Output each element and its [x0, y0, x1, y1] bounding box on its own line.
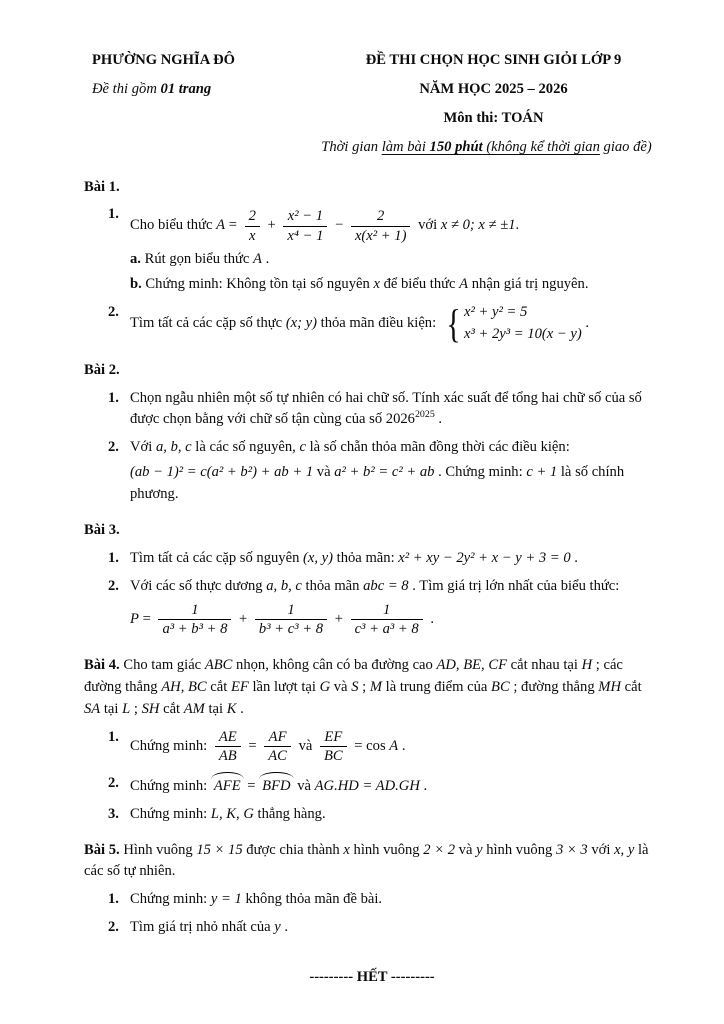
header-left [84, 50, 327, 159]
text-run: và [313, 464, 335, 481]
text-run: Với [130, 439, 156, 456]
fraction-denominator: x [249, 227, 256, 244]
text-run: K [226, 701, 237, 718]
text-run: là số chính phương. [130, 464, 625, 503]
fraction-numerator: EF [320, 729, 347, 747]
text-run: Chọn ngẫu nhiên một số tự nhiên có hai chữ số. Tính xác suất để tổng hai chữ số của số được chọn bằng với chữ số tận cùng của số 2026 [130, 389, 642, 428]
fraction-numerator: 2 [245, 208, 260, 226]
text-run: = [243, 777, 260, 794]
text-run: Thời gian [321, 138, 382, 155]
bai-5-item-2 [84, 917, 660, 939]
text-run: M [369, 679, 383, 696]
fraction-denominator: AC [268, 748, 287, 765]
text-run: = [244, 738, 261, 755]
text-run: là trung điểm của [382, 679, 492, 696]
fraction-denominator: a³ + b³ + 8 [162, 621, 228, 638]
text-run: nhọn, không cân có ba đường cao [232, 657, 437, 674]
text-run: . [398, 738, 406, 755]
text-run: S [351, 679, 359, 696]
bai-5-item-1 [84, 889, 660, 911]
text-run: G [319, 679, 331, 696]
text-run: là các số tự nhiên. [84, 841, 649, 880]
text-run: abc = 8 [363, 577, 409, 594]
text-run: Bài 4. [84, 657, 120, 674]
item-number: 2. [108, 303, 119, 320]
system-equation: x³ + 2y³ = 10(x − y) [464, 325, 582, 342]
bai-3-item-2-formula [130, 600, 660, 640]
fraction [351, 208, 411, 244]
bai-4-item-1-body [130, 727, 660, 767]
fraction [158, 602, 231, 638]
text-run: là số chẵn thỏa mãn đồng thời các điều kiện: [305, 439, 570, 456]
bai-4-item-2 [84, 773, 660, 798]
text-run: lần lượt tại [248, 679, 320, 696]
text-run: ABC [204, 657, 233, 674]
fraction-numerator: x² − 1 [283, 208, 327, 226]
text-run: Chứng minh: Không tồn tại số nguyên [141, 276, 374, 293]
text-run: với [587, 841, 615, 858]
text-run: A [389, 738, 399, 755]
bai-1-item-1a [130, 249, 660, 271]
fraction-numerator: 1 [255, 602, 327, 620]
text-run: Đề thi gồm [92, 80, 161, 97]
text-run: b. [130, 276, 142, 293]
text-run: A [459, 276, 469, 293]
bai-1-item-1b [130, 274, 660, 296]
text-run: cắt [159, 701, 184, 718]
text-run: BC [491, 679, 510, 696]
text-run: cắt [620, 679, 642, 696]
bai-2-item-2-condition [130, 462, 660, 506]
fraction [283, 208, 327, 244]
text-run: = cos [350, 738, 390, 755]
bai-3-item-2-body [130, 576, 660, 642]
text-run: 3 × 3 [555, 841, 588, 858]
text-run: Chứng minh: [130, 891, 211, 908]
section-bai-2 [84, 360, 660, 506]
section-bai-5 [84, 840, 660, 940]
bai-4-item-3 [84, 804, 660, 826]
text-run: 150 phút [429, 138, 483, 155]
header [84, 50, 660, 159]
text-run: x² + xy − 2y² + x − y + 3 = 0 [398, 549, 571, 566]
fraction [255, 602, 327, 638]
bai-1-item-2-body [130, 302, 660, 346]
system-rows [464, 302, 582, 346]
text-run: + [263, 217, 280, 234]
bai-3-item-1 [84, 548, 660, 570]
text-run: = [225, 217, 241, 234]
bai-1-item-2 [84, 302, 660, 346]
text-run: cắt [206, 679, 231, 696]
text-run: ; [130, 701, 142, 718]
text-run: ; đường thẳng [509, 679, 599, 696]
fraction-numerator: AF [264, 729, 291, 747]
text-run: + [331, 610, 347, 627]
bai-4-item-2-body [130, 773, 660, 798]
text-run: Với các số thực dương [130, 577, 267, 594]
fraction-denominator: AB [218, 748, 237, 765]
text-run: tại [100, 701, 123, 718]
text-run: SH [141, 701, 160, 718]
text-run: AM [183, 701, 205, 718]
left-brace: { [446, 300, 461, 346]
text-run: L [122, 701, 131, 718]
issuer-name: PHƯỜNG NGHĨA ĐÔ [92, 52, 235, 68]
fraction [245, 208, 260, 244]
text-run: Bài 5. [84, 841, 120, 858]
exam-title: ĐỀ THI CHỌN HỌC SINH GIỎI LỚP 9 [365, 52, 622, 68]
text-run: a² + b² = c² + ab [334, 464, 435, 481]
text-run: và [294, 738, 316, 755]
item-number: 2. [108, 919, 119, 936]
text-run: thỏa mãn điều kiện: [317, 315, 440, 332]
text-run: L, K, G [210, 805, 254, 822]
text-run: 2 × 2 [423, 841, 455, 858]
text-run: 2025 [414, 409, 435, 421]
text-run: Tìm tất cả các cặp số thực [130, 315, 286, 332]
item-number: 2. [108, 439, 119, 456]
text-run: tại [204, 701, 227, 718]
fraction-numerator: 1 [158, 602, 231, 620]
item-number: 1. [108, 206, 119, 223]
text-run: a, b, c [266, 577, 302, 594]
bai-2-item-2 [84, 437, 660, 506]
text-run: giao đề) [599, 138, 652, 155]
text-run: (x, y) [303, 549, 334, 566]
text-run: AFE [211, 773, 244, 798]
bai-3-item-1-body [130, 548, 660, 570]
text-run: Rút gọn biểu thức [140, 251, 254, 268]
fraction [351, 602, 423, 638]
bai-4-statement [84, 655, 660, 721]
bai-3-item-2-intro [130, 576, 660, 598]
item-number: 3. [108, 805, 119, 822]
section-bai-1 [84, 177, 660, 346]
section-bai-3 [84, 520, 660, 641]
text-run: Chứng minh: [130, 777, 211, 794]
text-run: . [419, 777, 428, 794]
text-run: Tìm tất cả các cặp số nguyên [130, 549, 304, 566]
bai-2-item-2-body [130, 437, 660, 506]
text-run: và [455, 841, 477, 858]
item-number: 1. [108, 549, 119, 566]
text-run: thỏa mãn [301, 577, 364, 594]
text-run: a. [130, 251, 141, 268]
text-run: . Tìm giá trị lớn nhất của biểu thức: [408, 577, 620, 594]
text-run: c [299, 439, 306, 456]
text-run: SA [84, 701, 101, 718]
text-run: Hình vuông [119, 841, 197, 858]
text-run: nhận giá trị nguyên. [468, 276, 589, 293]
text-run: không thỏa mãn đề bài. [241, 891, 383, 908]
text-run: MH [598, 679, 621, 696]
text-run: hình vuông [482, 841, 556, 858]
item-number: 1. [108, 729, 119, 746]
text-run: x, y [614, 841, 635, 858]
text-run: được chia thành [242, 841, 344, 858]
text-run: x [373, 276, 380, 293]
text-run: và [330, 679, 352, 696]
bai-2-item-1 [84, 388, 660, 432]
text-run: (ab − 1)² = c(a² + b²) + ab + 1 [130, 464, 314, 481]
fraction-denominator: x⁴ − 1 [287, 227, 324, 244]
bai-4-item-1 [84, 727, 660, 767]
text-run: (x; y) [285, 315, 317, 332]
item-number: 2. [108, 577, 119, 594]
text-run: = [138, 610, 155, 627]
text-run: EF [230, 679, 249, 696]
text-run: c + 1 [526, 464, 558, 481]
bai-2-title: Bài 2. [84, 361, 120, 378]
equation-system [444, 302, 582, 346]
bai-3-item-2 [84, 576, 660, 642]
text-run: x ≠ 0; x ≠ ±1 [440, 217, 516, 234]
text-run: Chứng minh: [130, 805, 211, 822]
fraction-numerator: AE [215, 729, 241, 747]
bai-5-item-2-body [130, 917, 660, 939]
text-run: − [331, 217, 347, 234]
fraction-denominator: BC [324, 748, 343, 765]
text-run: BFD [259, 773, 293, 798]
text-run: làm bài [381, 138, 430, 155]
text-run: P [130, 610, 139, 627]
text-run: y [476, 841, 483, 858]
item-number: 2. [108, 774, 119, 791]
text-run: y = 1 [210, 891, 242, 908]
text-run: thẳng hàng. [253, 805, 326, 822]
header-right [321, 50, 660, 159]
time-limit-line [313, 137, 660, 159]
text-run: AH, BC [161, 679, 207, 696]
fraction-numerator: 1 [351, 602, 423, 620]
bai-2-item-1-body [130, 388, 660, 432]
text-run: ; các đường thẳng [84, 657, 623, 696]
bai-5-item-1-body [130, 889, 660, 911]
fraction [264, 729, 291, 765]
bai-1-item-1-formula [130, 206, 660, 246]
text-run: thỏa mãn: [333, 549, 399, 566]
text-run: Cho biểu thức [130, 217, 217, 234]
text-run: A [216, 217, 226, 234]
bai-1-item-1-body [130, 204, 660, 295]
text-run: với [414, 217, 441, 234]
fraction [320, 729, 347, 765]
text-run: a, b, c [155, 439, 192, 456]
bai-1-item-1 [84, 204, 660, 295]
text-run: 15 × 15 [196, 841, 243, 858]
text-run: . [434, 411, 443, 428]
text-run: AG.HD = AD.GH [314, 777, 420, 794]
subject-line: Môn thi: TOÁN [443, 109, 544, 126]
text-run: x [343, 841, 350, 858]
text-run: y [274, 919, 281, 936]
end-marker: --------- HẾT --------- [309, 969, 435, 986]
text-run: . [581, 315, 590, 332]
text-run: hình vuông [349, 841, 424, 858]
bai-4-item-3-body [130, 804, 660, 826]
page-count-note [92, 79, 327, 101]
text-run: 01 trang [160, 80, 212, 97]
text-run: để biểu thức [379, 276, 460, 293]
text-run: Cho tam giác [119, 657, 205, 674]
text-run: cắt nhau tại [507, 657, 582, 674]
item-number: 1. [108, 389, 119, 406]
text-run: . [236, 701, 244, 718]
fraction [215, 729, 241, 765]
fraction-denominator: c³ + a³ + 8 [354, 621, 419, 638]
fraction-denominator: b³ + c³ + 8 [258, 621, 324, 638]
text-run: . Chứng minh: [434, 464, 527, 481]
bai-5-statement [84, 840, 660, 884]
text-run: + [235, 610, 251, 627]
text-run: H [581, 657, 593, 674]
text-run: ; [358, 679, 370, 696]
text-run: . [280, 919, 289, 936]
text-run: . [261, 251, 270, 268]
item-number: 1. [108, 891, 119, 908]
text-run: . [570, 549, 578, 566]
text-run: Tìm giá trị nhỏ nhất của [130, 919, 275, 936]
text-run: A [253, 251, 262, 268]
bai-3-title: Bài 3. [84, 522, 120, 539]
text-run: Chứng minh: [130, 738, 211, 755]
text-run: (không kể thời gian [482, 138, 600, 155]
bai-2-item-2-intro [130, 437, 660, 459]
fraction-denominator: x(x² + 1) [354, 227, 407, 244]
fraction-numerator: 2 [351, 208, 411, 226]
school-year: NĂM HỌC 2025 – 2026 [419, 80, 568, 97]
text-run: . [515, 217, 520, 234]
text-run: AD, BE, CF [436, 657, 507, 674]
bai-1-title: Bài 1. [84, 178, 120, 195]
system-equation: x² + y² = 5 [464, 303, 528, 320]
text-run: là các số nguyên, [191, 439, 300, 456]
section-bai-4 [84, 655, 660, 825]
text-run: và [293, 777, 315, 794]
text-run: . [426, 610, 434, 627]
